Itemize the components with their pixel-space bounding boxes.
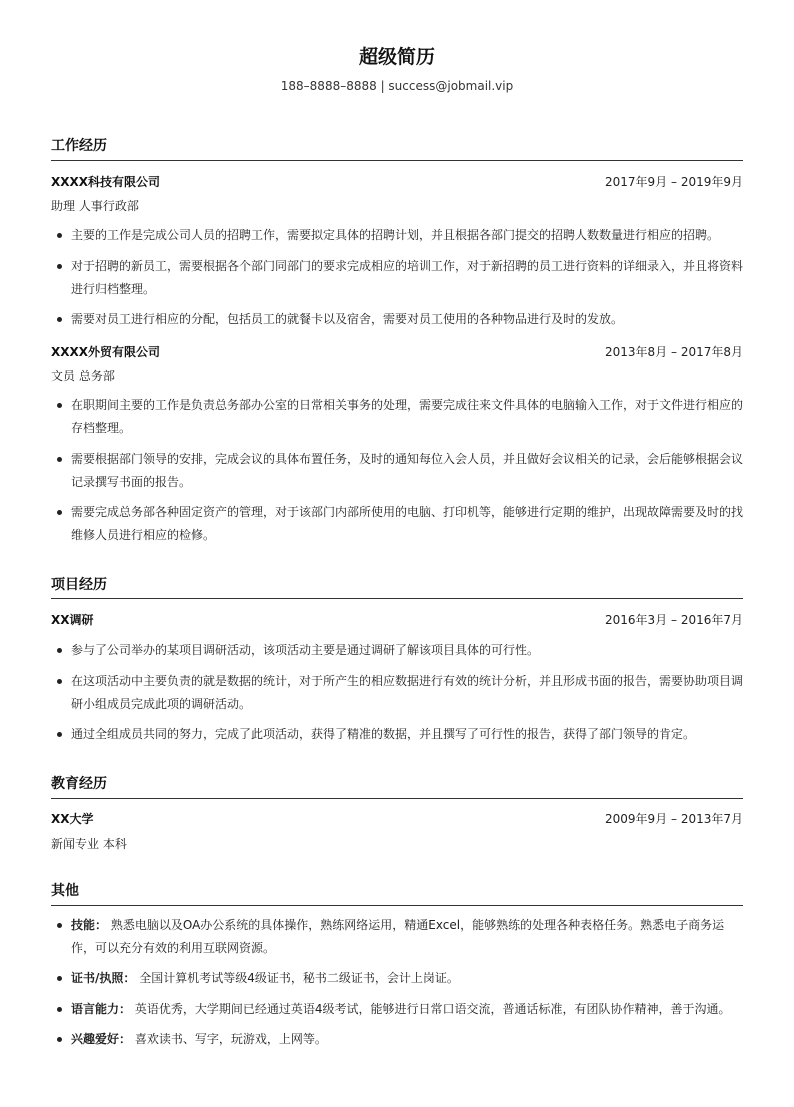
work-org: XXXX科技有限公司 — [51, 175, 161, 189]
other-item-text: 熟悉电脑以及OA办公系统的具体操作，熟练网络运用，精通Excel，能够熟练的处理各种表格任务。熟悉电子商务运作，可以充分有效的利用互联网资源。 — [71, 918, 725, 955]
other-item-text: 全国计算机考试等级4级证书，秘书二级证书，会计上岗证。 — [139, 971, 459, 985]
work-role: 文员 总务部 — [51, 369, 115, 383]
contact-line: 188–8888–8888 | success@jobmail.vip — [280, 79, 514, 93]
other-item-text: 喜欢读书、写字，玩游戏，上网等。 — [134, 1032, 327, 1046]
other-item — [71, 1028, 743, 1051]
other-item-label: 语言能力： — [71, 1002, 132, 1016]
section-divider — [51, 598, 743, 599]
other-item-label: 兴趣爱好： — [71, 1032, 132, 1046]
school-name: XX大学 — [51, 812, 94, 826]
work-bullet: 主要的工作是完成公司人员的招聘工作，需要拟定具体的招聘计划，并且根据各部门提交的招聘人数数量进行相应的招聘。 — [71, 224, 743, 247]
work-bullet: 在职期间主要的工作是负责总务部办公室的日常相关事务的处理，需要完成往来文件具体的电脑输入工作，对于文件进行相应的存档整理。 — [71, 394, 743, 440]
work-bullet: 需要对员工进行相应的分配，包括员工的就餐卡以及宿舍，需要对员工使用的各种物品进行及时的发放。 — [71, 308, 743, 331]
other-item — [71, 998, 743, 1021]
work-date: 2013年8月 – 2017年8月 — [605, 345, 743, 359]
section-title-education: 教育经历 — [51, 776, 107, 792]
project-bullet: 通过全组成员共同的努力，完成了此项活动，获得了精准的数据，并且撰写了可行性的报告，获得了部门领导的肯定。 — [71, 723, 743, 746]
work-bullet: 需要根据部门领导的安排，完成会议的具体布置任务，及时的通知每位入会人员，并且做好会议相关的记录，会后能够根据会议记录撰写书面的报告。 — [71, 448, 743, 494]
project-bullet: 在这项活动中主要负责的就是数据的统计，对于所产生的相应数据进行有效的统计分析，并且形成书面的报告，需要协助项目调研小组成员完成此项的调研活动。 — [71, 670, 743, 716]
education-date: 2009年9月 – 2013年7月 — [605, 812, 743, 826]
other-item-text: 英语优秀，大学期间已经通过英语4级考试，能够进行日常口语交流，普通话标准，有团队协作精神，善于沟通。 — [134, 1002, 731, 1016]
project-date: 2016年3月 – 2016年7月 — [605, 613, 743, 627]
work-bullet: 需要完成总务部各种固定资产的管理，对于该部门内部所使用的电脑、打印机等，能够进行定期的维护，出现故障需要及时的找维修人员进行相应的检修。 — [71, 501, 743, 547]
other-item-label: 技能： — [71, 918, 108, 932]
section-title-work: 工作经历 — [51, 138, 107, 154]
section-divider — [51, 905, 743, 906]
other-item — [71, 914, 743, 960]
work-org: XXXX外贸有限公司 — [51, 345, 161, 359]
section-divider — [51, 160, 743, 161]
section-title-projects: 项目经历 — [51, 577, 107, 593]
work-role: 助理 人事行政部 — [51, 199, 139, 213]
project-bullet: 参与了公司举办的某项目调研活动，该项活动主要是通过调研了解该项目具体的可行性。 — [71, 639, 743, 662]
degree-major: 新闻专业 本科 — [51, 837, 127, 851]
section-title-other: 其他 — [51, 883, 79, 899]
other-item — [71, 967, 743, 990]
other-item-label: 证书/执照： — [71, 971, 136, 985]
section-divider — [51, 798, 743, 799]
project-name: XX调研 — [51, 613, 94, 627]
work-bullet: 对于招聘的新员工，需要根据各个部门同部门的要求完成相应的培训工作，对于新招聘的员工进行资料的详细录入，并且将资料进行归档整理。 — [71, 255, 743, 301]
work-date: 2017年9月 – 2019年9月 — [605, 175, 743, 189]
candidate-name: 超级简历 — [358, 46, 435, 68]
